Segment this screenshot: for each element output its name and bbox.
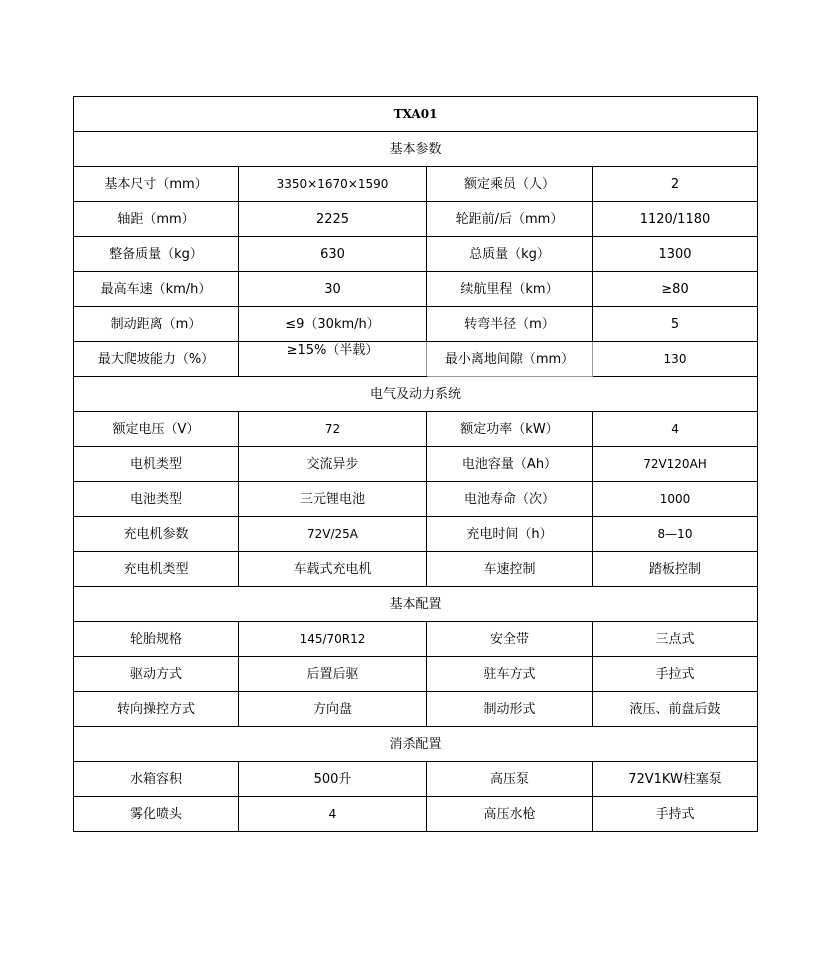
param-value: 30 — [239, 272, 427, 307]
param-value: 后置后驱 — [239, 657, 427, 692]
param-label: 电池容量（Ah） — [427, 447, 593, 482]
param-label: 转弯半径（m） — [427, 307, 593, 342]
param-label: 额定功率（kW） — [427, 412, 593, 447]
param-value: 1120/1180 — [593, 202, 758, 237]
param-value: 130 — [593, 342, 758, 377]
param-value: 630 — [239, 237, 427, 272]
spec-table — [73, 96, 758, 832]
table-row — [74, 482, 758, 517]
table-row — [74, 692, 758, 727]
param-label: 高压泵 — [427, 762, 593, 797]
param-label: 制动距离（m） — [74, 307, 239, 342]
param-label: 续航里程（km） — [427, 272, 593, 307]
param-label: 电机类型 — [74, 447, 239, 482]
param-label: 安全带 — [427, 622, 593, 657]
section-heading-basic-config: 基本配置 — [74, 587, 758, 622]
param-value: 4 — [239, 797, 427, 832]
section-heading-disinfection-config: 消杀配置 — [74, 727, 758, 762]
param-value: 车载式充电机 — [239, 552, 427, 587]
table-row — [74, 202, 758, 237]
param-value: 方向盘 — [239, 692, 427, 727]
section-heading-basic-params: 基本参数 — [74, 132, 758, 167]
param-value: 72V1KW柱塞泵 — [593, 762, 758, 797]
param-label: 整备质量（kg） — [74, 237, 239, 272]
param-value: 145/70R12 — [239, 622, 427, 657]
param-value: 4 — [593, 412, 758, 447]
section-heading-electric-power: 电气及动力系统 — [74, 377, 758, 412]
param-label: 最小离地间隙（mm） — [427, 342, 593, 377]
param-label: 轴距（mm） — [74, 202, 239, 237]
section-row — [74, 587, 758, 622]
table-row — [74, 272, 758, 307]
param-value: 三点式 — [593, 622, 758, 657]
param-value-text: ≥15%（半载） — [286, 343, 379, 358]
table-title: TXA01 — [74, 97, 758, 132]
param-value: 2 — [593, 167, 758, 202]
table-row — [74, 797, 758, 832]
param-label: 基本尺寸（mm） — [74, 167, 239, 202]
param-label: 高压水枪 — [427, 797, 593, 832]
param-label: 水箱容积 — [74, 762, 239, 797]
param-value: 液压、前盘后鼓 — [593, 692, 758, 727]
param-label: 驱动方式 — [74, 657, 239, 692]
param-value: 72V/25A — [239, 517, 427, 552]
param-value: 手持式 — [593, 797, 758, 832]
section-row — [74, 377, 758, 412]
param-value: 2225 — [239, 202, 427, 237]
param-label: 充电机参数 — [74, 517, 239, 552]
table-row — [74, 307, 758, 342]
title-row — [74, 97, 758, 132]
param-label: 电池类型 — [74, 482, 239, 517]
param-label: 雾化喷头 — [74, 797, 239, 832]
table-row — [74, 762, 758, 797]
param-value: 手拉式 — [593, 657, 758, 692]
table-row — [74, 552, 758, 587]
param-value: 三元锂电池 — [239, 482, 427, 517]
param-value: 5 — [593, 307, 758, 342]
param-label: 额定乘员（人） — [427, 167, 593, 202]
param-label: 额定电压（V） — [74, 412, 239, 447]
param-value: 8—10 — [593, 517, 758, 552]
param-label: 轮胎规格 — [74, 622, 239, 657]
param-label: 车速控制 — [427, 552, 593, 587]
param-label: 电池寿命（次） — [427, 482, 593, 517]
param-value: 1300 — [593, 237, 758, 272]
section-row — [74, 727, 758, 762]
param-value: 踏板控制 — [593, 552, 758, 587]
param-label: 总质量（kg） — [427, 237, 593, 272]
param-value: ≥80 — [593, 272, 758, 307]
param-label: 转向操控方式 — [74, 692, 239, 727]
table-row — [74, 237, 758, 272]
param-label: 制动形式 — [427, 692, 593, 727]
param-value — [239, 342, 427, 377]
table-row — [74, 657, 758, 692]
section-row — [74, 132, 758, 167]
param-label: 最大爬坡能力（%） — [74, 342, 239, 377]
param-label: 充电时间（h） — [427, 517, 593, 552]
param-value: 3350×1670×1590 — [239, 167, 427, 202]
param-label: 最高车速（km/h） — [74, 272, 239, 307]
param-value: 72 — [239, 412, 427, 447]
param-value: 1000 — [593, 482, 758, 517]
table-row — [74, 622, 758, 657]
table-row — [74, 412, 758, 447]
param-value: 500升 — [239, 762, 427, 797]
table-row — [74, 342, 758, 377]
param-label: 轮距前/后（mm） — [427, 202, 593, 237]
param-label: 驻车方式 — [427, 657, 593, 692]
table-row — [74, 517, 758, 552]
param-value: 72V120AH — [593, 447, 758, 482]
table-row — [74, 167, 758, 202]
param-value: ≤9（30km/h） — [239, 307, 427, 342]
table-row — [74, 447, 758, 482]
param-label: 充电机类型 — [74, 552, 239, 587]
param-value: 交流异步 — [239, 447, 427, 482]
